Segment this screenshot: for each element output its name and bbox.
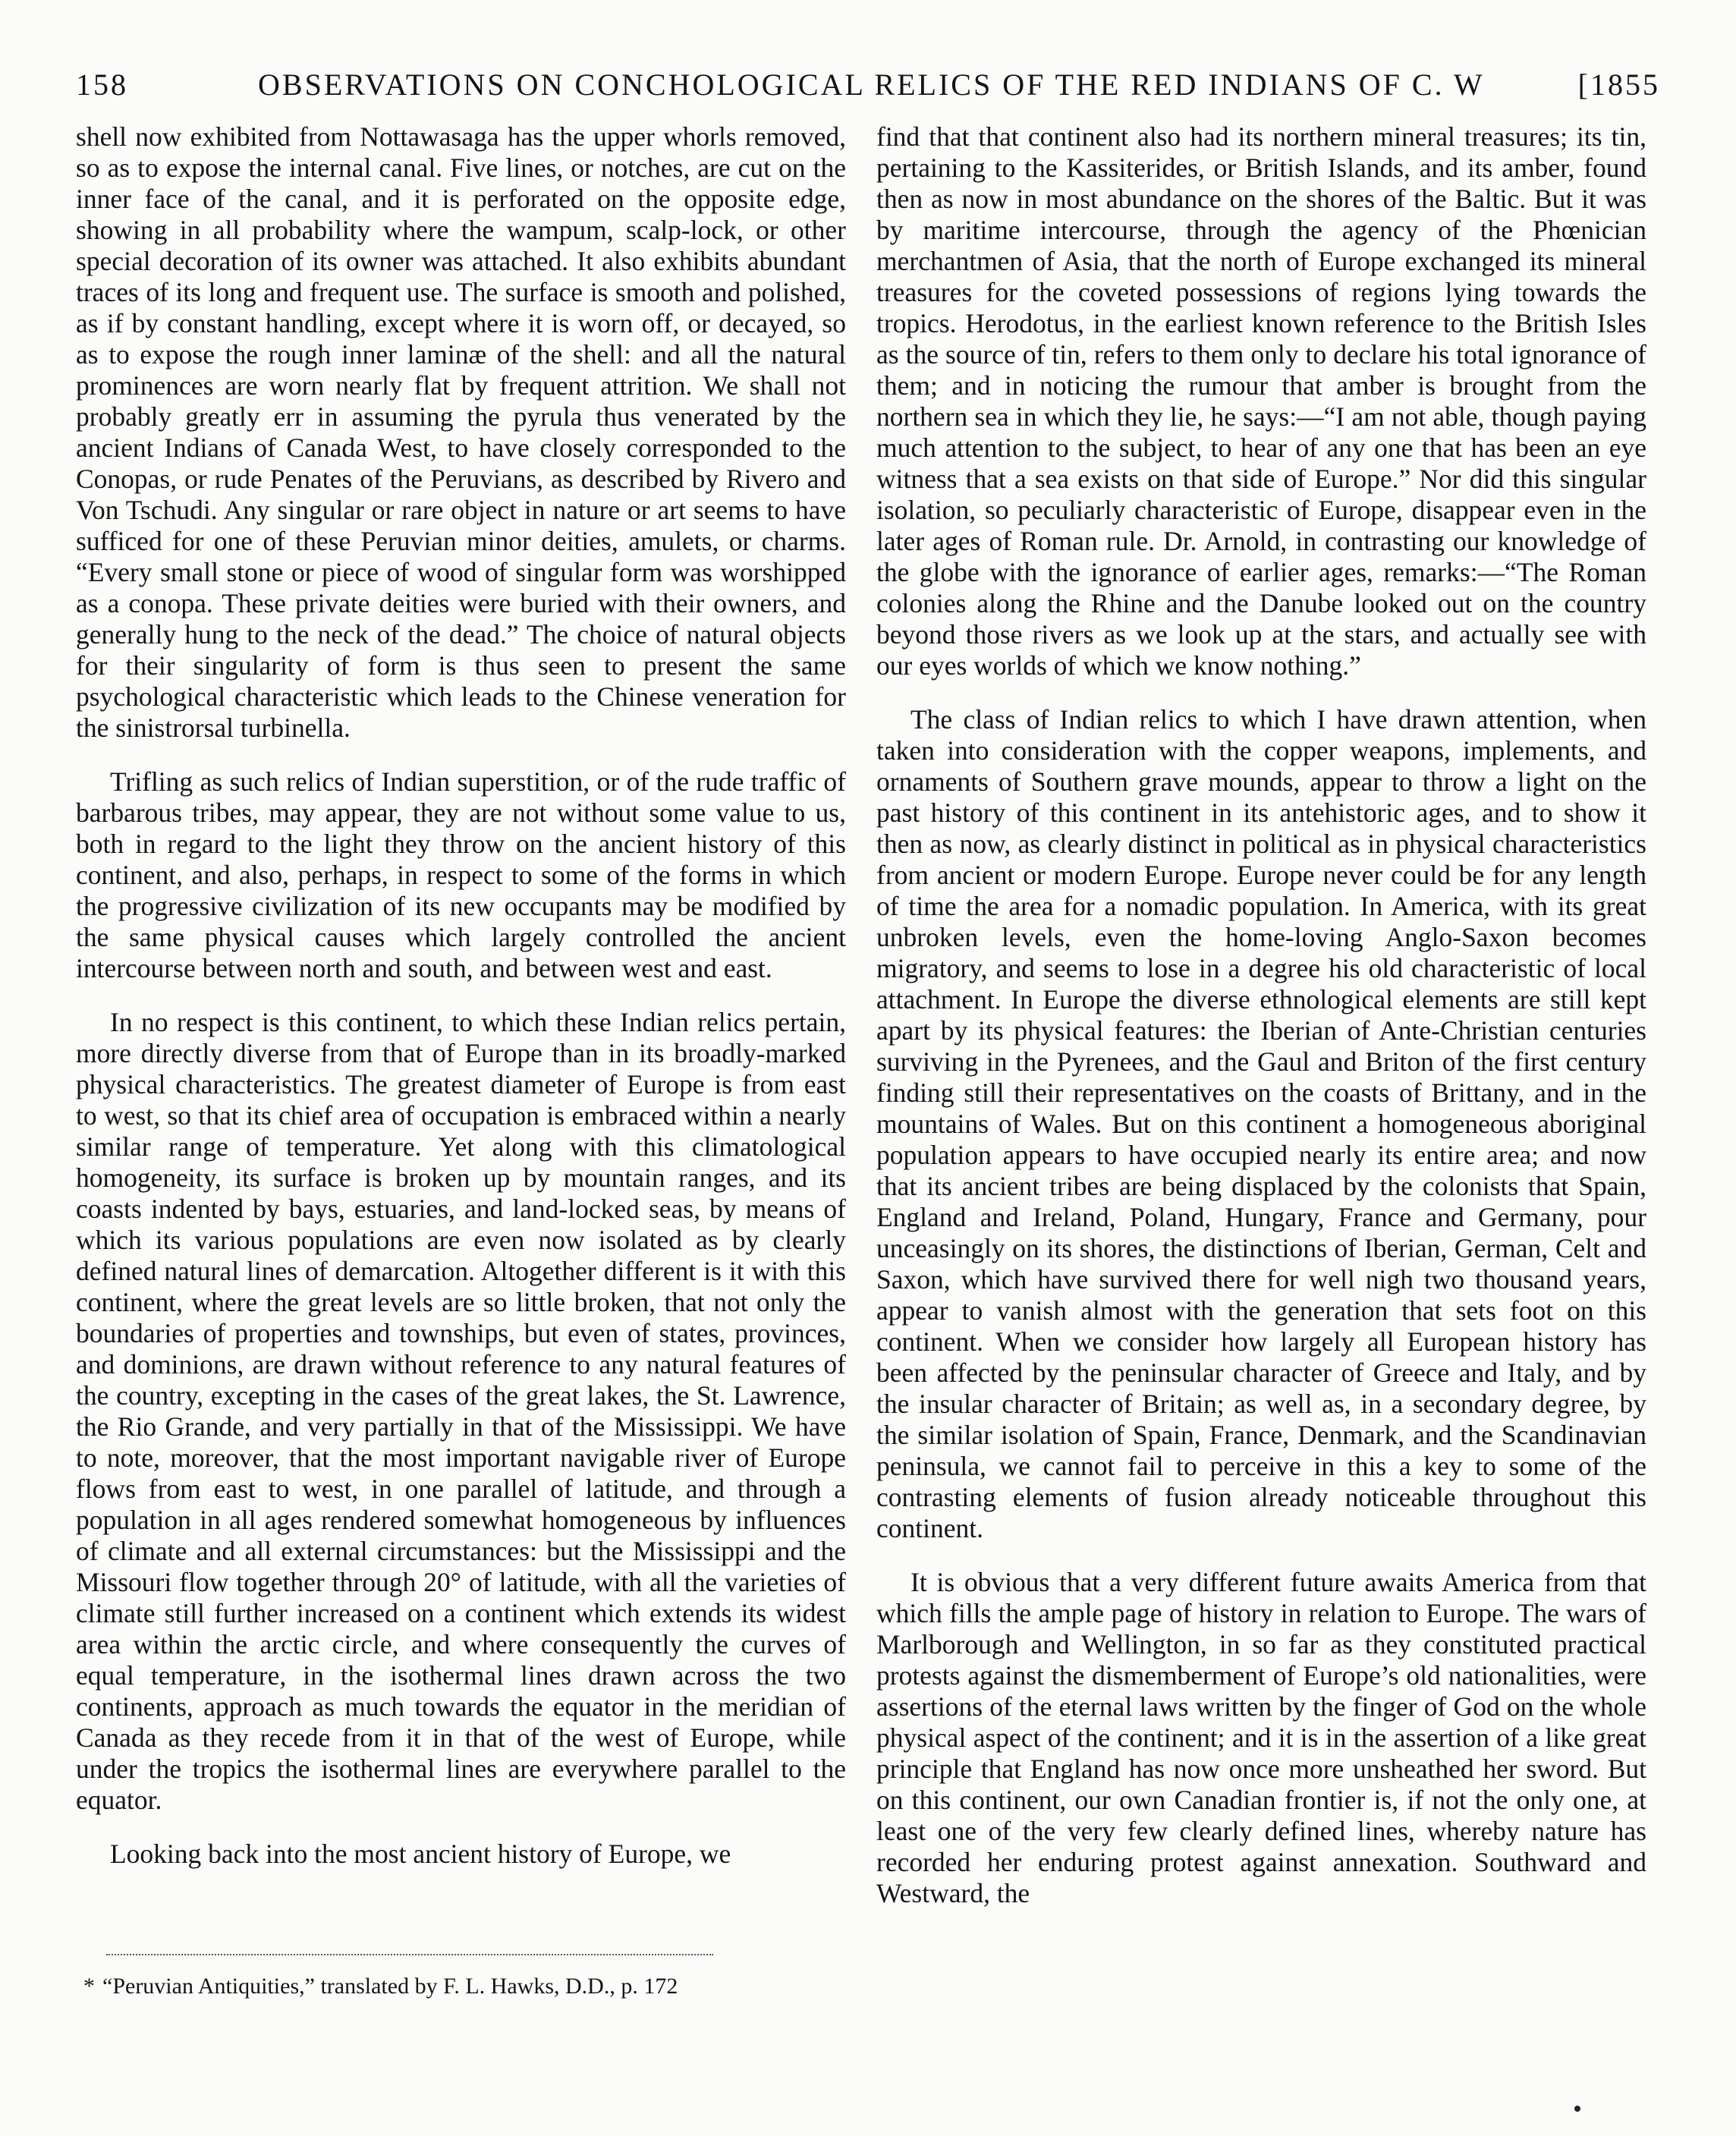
right-column xyxy=(876,121,1646,2064)
footnote-mark: * xyxy=(83,1974,95,1999)
footnote-text: “Peruvian Antiquities,” translated by F. L. Hawks, D.D., p. 172 xyxy=(102,1974,678,1999)
left-column xyxy=(76,121,846,1939)
right-paragraph-3: It is obvious that a very different future awaits America from that which fills the ample page of history in relation to Europe. The wars of Marlborough and Wellington, in so far as they constituted practical protests against the dismemberment of Europe’s old nationalities, were assertions of the eternal laws written by the finger of God on the whole physical aspect of the continent; and it is in the assertion of a like great principle that England has now once more unsheathed her sword. But on this continent, our own Canadian frontier is, if not the only one, at least one of the very few clearly defined lines, whereby nature has recorded her enduring protest against annexation. Southward and Westward, the xyxy=(876,1567,1646,1908)
page-mark-dot xyxy=(1574,2106,1580,2112)
right-paragraph-1: find that that continent also had its northern mineral treasures; its tin, pertaining to the Kassiterides, or British Islands, and its amber, found then as now in most abundance on the shores of the Baltic. But it was by maritime intercourse, through the agency of the Phœnician merchantmen of Asia, that the north of Europe exchanged its mineral treasures for the coveted possessions of regions lying towards the tropics. Herodotus, in the earliest known reference to the British Isles as the source of tin, refers to them only to declare his total ignorance of them; and in noticing the rumour that amber is brought from the northern sea in which they lie, he says:—“I am not able, though paying much attention to the subject, to hear of any one that has been an eye witness that a sea exists on that side of Europe.” Nor did this singular isolation, so peculiarly characteristic of Europe, disappear even in the later ages of Roman rule. Dr. Arnold, in contrasting our knowledge of the globe with the ignorance of earlier ages, remarks:—“The Roman colonies along the Rhine and the Danube looked out on the country beyond those rivers as we look up at the stars, and actually see with our eyes worlds of which we know nothing.” xyxy=(876,121,1646,681)
footnote-rule xyxy=(106,1954,713,1955)
right-paragraph-2: The class of Indian relics to which I have drawn attention, when taken into consideration with the copper weapons, implements, and ornaments of Southern grave mounds, appear to throw a light on the past history of this continent in its antehistoric ages, and to show it then as now, as clearly distinct in political as in physical characteristics from ancient or modern Europe. Europe never could be for any length of time the area for a nomadic population. In America, with its great unbroken levels, even the home-loving Anglo-Saxon becomes migratory, and seems to lose in a degree his old characteristic of local attachment. In Europe the diverse ethnological elements are still kept apart by its physical features: the Iberian of Ante-Christian centuries surviving in the Pyrenees, and the Gaul and Briton of the first century finding still their representatives on the coasts of Brittany, and in the mountains of Wales. But on this continent a homogeneous aboriginal population appears to have occupied nearly its entire area; and now that its ancient tribes are being displaced by the colonists that Spain, England and Ireland, Poland, Hungary, France and Germany, pour unceasingly on its shores, the distinctions of Iberian, German, Celt and Saxon, which have survived there for well nigh two thousand years, appear to vanish almost with the generation that sets foot on this continent. When we consider how largely all European history has been affected by the peninsular character of Greece and Italy, and by the insular character of Britain; as well as, in a secondary degree, by the similar isolation of Spain, France, Denmark, and the Scandinavian peninsula, we cannot fail to perceive in this a key to some of the contrasting elements of fusion already noticeable throughout this continent. xyxy=(876,704,1646,1543)
left-paragraph-4: Looking back into the most ancient history of Europe, we xyxy=(110,1839,731,1869)
left-paragraph-3: In no respect is this continent, to which these Indian relics pertain, more directly diverse from that of Europe than in its broadly-marked physical characteristics. The greatest diameter of Europe is from east to west, so that its chief area of occupation is embraced within a nearly similar range of temperature. Yet along with this climatological homogeneity, its surface is broken up by mountain ranges, and its coasts indented by bays, estuaries, and land-locked seas, by means of which its various populations are even now isolated as by clearly defined natural lines of demarcation. Altogether different is it with this continent, where the great levels are so little broken, that not only the boundaries of properties and townships, but even of states, provinces, and dominions, are drawn without reference to any natural features of the country, excepting in the cases of the great lakes, the St. Lawrence, the Rio Grande, and very partially in that of the Mississippi. We have to note, moreover, that the most important navigable river of Europe flows from east to west, in one parallel of latitude, and through a population in all ages rendered somewhat homogeneous by influences of climate and all external circumstances: but the Mississippi and the Missouri flow together through 20° of latitude, with all the varieties of climate still further increased on a continent which extends its widest area within the arctic circle, and where consequently the curves of equal temperature, in the isothermal lines drawn across the two continents, approach as much towards the equator in the meridian of Canada as they recede from it in that of the west of Europe, while under the tropics the isothermal lines are everywhere parallel to the equator. xyxy=(76,1007,846,1815)
page-header xyxy=(76,61,1660,114)
page-number: 158 xyxy=(76,68,128,102)
running-title: OBSERVATIONS ON CONCHOLOGICAL RELICS OF THE RED INDIANS OF C. W xyxy=(258,68,1485,102)
left-paragraph-2: Trifling as such relics of Indian superstition, or of the rude traffic of barbarous tribes, may appear, they are not without some value to us, both in regard to the light they throw on the ancient history of this continent, and also, perhaps, in respect to some of the forms in which the progressive civilization of its new occupants may be modified by the same physical causes which largely controlled the ancient intercourse between north and south, and between west and east. xyxy=(76,766,846,983)
footnote xyxy=(83,1973,842,2000)
left-paragraph-1: shell now exhibited from Nottawasaga has the upper whorls removed, so as to expose the internal canal. Five lines, or notches, are cut on the inner face of the canal, and it is perforated on the opposite edge, showing in all probability where the wampum, scalp-lock, or other special decoration of its owner was attached. It also exhibits abundant traces of its long and frequent use. The surface is smooth and polished, as if by constant handling, except where it is worn off, or decayed, so as to expose the rough inner laminæ of the shell: and all the natural prominences are worn nearly flat by frequent attrition. We shall not probably greatly err in assuming the pyrula thus venerated by the ancient Indians of Canada West, to have closely corresponded to the Conopas, or rude Penates of the Peruvians, as described by Rivero and Von Tschudi. Any singular or rare object in nature or art seems to have sufficed for one of these Peruvian minor deities, amulets, or charms. “Every small stone or piece of wood of singular form was worshipped as a conopa. These private deities were buried with their owners, and generally hung to the neck of the dead.” The choice of natural objects for their singularity of form is thus seen to present the same psychological characteristic which leads to the Chinese veneration for the sinistrorsal turbinella. xyxy=(76,121,846,743)
header-year: [1855 xyxy=(1577,68,1660,102)
